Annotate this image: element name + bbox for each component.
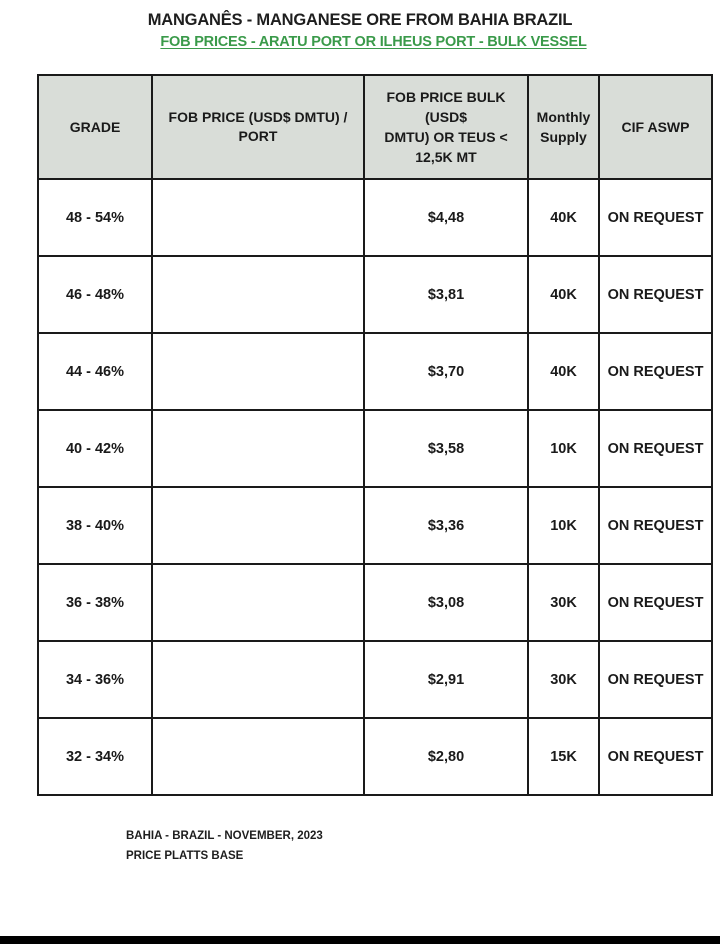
header-fob-price-bulk [364, 75, 528, 179]
table-row [38, 410, 712, 487]
cif-cell: ON REQUEST [599, 641, 712, 718]
fob-port-cell [152, 718, 364, 795]
table-row [38, 333, 712, 410]
subtitle-text: FOB PRICES - ARATU PORT OR ILHEUS PORT - BULK VESSEL [160, 34, 587, 50]
supply-cell: 40K [528, 179, 599, 256]
fob-port-cell [152, 179, 364, 256]
supply-cell: 10K [528, 487, 599, 564]
table-row [38, 641, 712, 718]
cif-cell: ON REQUEST [599, 410, 712, 487]
footer-source-line: PRICE PLATTS BASE [126, 850, 244, 862]
supply-cell: 10K [528, 410, 599, 487]
fob-bulk-cell: $2,80 [364, 718, 528, 795]
grade-cell: 48 - 54% [38, 179, 152, 256]
fob-bulk-cell: $3,70 [364, 333, 528, 410]
fob-port-cell [152, 641, 364, 718]
page-subtitle [0, 34, 720, 50]
grade-cell: 36 - 38% [38, 564, 152, 641]
fob-port-cell [152, 410, 364, 487]
fob-port-cell [152, 333, 364, 410]
grade-cell: 44 - 46% [38, 333, 152, 410]
table-row [38, 564, 712, 641]
fob-bulk-cell: $3,58 [364, 410, 528, 487]
footer-note [126, 826, 323, 866]
supply-cell: 15K [528, 718, 599, 795]
price-table [37, 74, 713, 796]
table-row [38, 179, 712, 256]
footer-date-line: BAHIA - BRAZIL - NOVEMBER, 2023 [126, 830, 323, 842]
cif-cell: ON REQUEST [599, 718, 712, 795]
fob-port-cell [152, 256, 364, 333]
table-row [38, 718, 712, 795]
header-fob-price-bulk-line2: DMTU) OR TEUS < 12,5K MT [384, 129, 508, 165]
header-monthly-supply [528, 75, 599, 179]
header-monthly-supply-line1: Monthly [536, 109, 591, 125]
fob-bulk-cell: $3,08 [364, 564, 528, 641]
fob-bulk-cell: $4,48 [364, 179, 528, 256]
header-fob-price-port [152, 75, 364, 179]
header-monthly-supply-line2: Supply [540, 129, 587, 145]
cif-cell: ON REQUEST [599, 564, 712, 641]
fob-bulk-cell: $2,91 [364, 641, 528, 718]
cif-cell: ON REQUEST [599, 256, 712, 333]
cif-cell: ON REQUEST [599, 333, 712, 410]
supply-cell: 40K [528, 256, 599, 333]
grade-cell: 32 - 34% [38, 718, 152, 795]
grade-cell: 46 - 48% [38, 256, 152, 333]
supply-cell: 40K [528, 333, 599, 410]
page-title: MANGANÊS - MANGANESE ORE FROM BAHIA BRAZIL [147, 11, 573, 29]
grade-cell: 40 - 42% [38, 410, 152, 487]
table-row [38, 487, 712, 564]
header-cif-aswp: CIF ASWP [599, 75, 712, 179]
header-fob-price-port-line1: FOB PRICE (USD$ DMTU) / [168, 109, 348, 125]
bottom-edge-bar [0, 936, 720, 944]
cif-cell: ON REQUEST [599, 487, 712, 564]
grade-cell: 34 - 36% [38, 641, 152, 718]
fob-bulk-cell: $3,81 [364, 256, 528, 333]
fob-bulk-cell: $3,36 [364, 487, 528, 564]
supply-cell: 30K [528, 641, 599, 718]
cif-cell: ON REQUEST [599, 179, 712, 256]
supply-cell: 30K [528, 564, 599, 641]
fob-port-cell [152, 564, 364, 641]
fob-port-cell [152, 487, 364, 564]
header-fob-price-bulk-line1: FOB PRICE BULK (USD$ [386, 89, 506, 125]
header-fob-price-port-line2: PORT [238, 128, 278, 144]
header-grade: GRADE [38, 75, 152, 179]
grade-cell: 38 - 40% [38, 487, 152, 564]
table-header-row [38, 75, 712, 179]
table-row [38, 256, 712, 333]
